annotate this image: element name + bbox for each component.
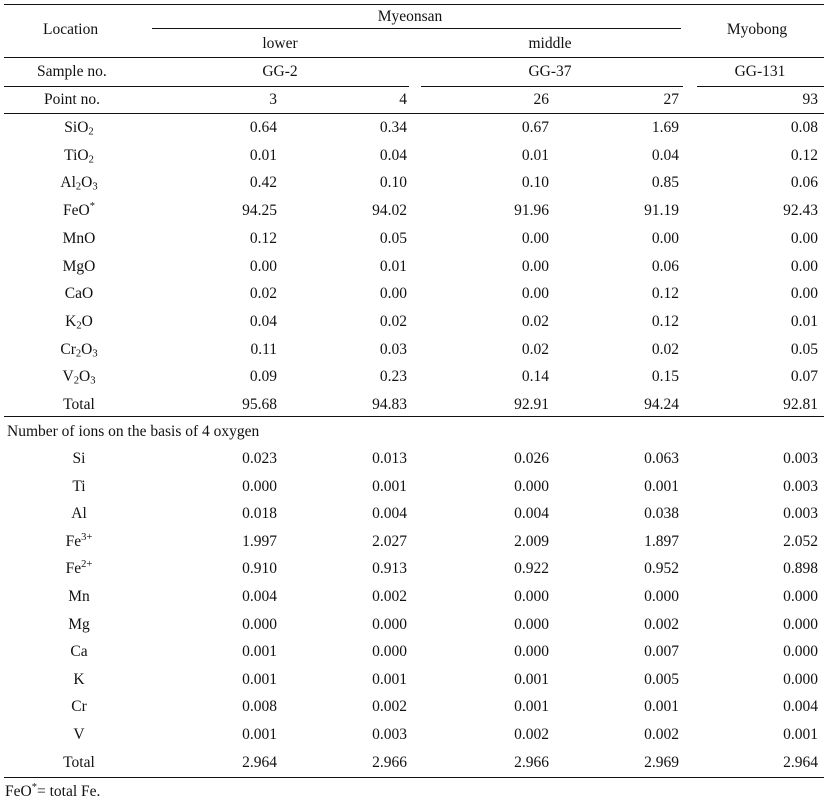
ions-caption: Number of ions on the basis of 4 oxygen	[7, 423, 260, 440]
ion-symbol: Fe	[65, 560, 82, 578]
ion-value: 0.002	[644, 726, 679, 743]
ion-value: 0.004	[242, 588, 277, 605]
ion-label	[20, 534, 138, 550]
ion-value: 0.001	[372, 477, 407, 495]
ion-label	[20, 451, 138, 467]
ion-value: 0.003	[783, 450, 818, 467]
myeonsan-span-rule	[152, 28, 681, 29]
oxide-value: 0.00	[379, 285, 407, 303]
oxide-value: 0.11	[250, 340, 277, 358]
sample-gg37: GG-37	[528, 63, 572, 80]
oxide-subscript: 2	[88, 154, 94, 166]
header-bottom-rule	[4, 113, 824, 114]
oxide-value: 94.24	[644, 396, 679, 413]
footnote-symbol: FeO	[5, 783, 32, 800]
oxide-value: 0.12	[651, 285, 679, 303]
ion-value: 0.000	[644, 588, 679, 605]
oxide-value: 0.14	[521, 368, 549, 386]
oxide-value: 0.01	[379, 257, 407, 275]
oxide-value: 0.67	[521, 119, 549, 136]
ion-value: 0.000	[242, 615, 277, 633]
table-bottom-rule	[4, 777, 824, 778]
ion-value: 0.910	[242, 560, 277, 578]
sample-rule-middle	[421, 86, 683, 87]
oxide-value: 0.85	[651, 174, 679, 192]
ion-value: 0.898	[783, 560, 818, 578]
oxide-value: 91.19	[644, 202, 679, 220]
oxide-value: 0.64	[249, 119, 277, 136]
ion-label	[20, 479, 138, 495]
oxide-value: 92.91	[514, 396, 549, 413]
ion-value: 0.005	[644, 670, 679, 688]
lower-subheader: lower	[262, 35, 298, 52]
oxide-label	[20, 314, 138, 330]
oxide-label	[20, 203, 138, 219]
oxide-formula: Al	[60, 174, 76, 192]
oxide-value: 0.00	[651, 229, 679, 247]
oxide-value: 0.02	[379, 312, 407, 330]
oxide-value: 94.83	[372, 396, 407, 413]
oxide-value: 0.00	[790, 285, 818, 303]
ion-value: 0.000	[514, 643, 549, 661]
oxide-value: 0.06	[651, 257, 679, 275]
ion-value: 2.964	[242, 753, 277, 771]
ion-value: 0.026	[514, 450, 549, 467]
oxide-formula: CaO	[64, 285, 94, 303]
oxide-value: 0.00	[790, 229, 818, 247]
oxide-value: 0.02	[249, 285, 277, 303]
oxide-label	[20, 369, 138, 385]
oxide-label	[20, 286, 138, 302]
oxide-formula: MgO	[62, 257, 96, 275]
point-93: 93	[802, 91, 818, 108]
ion-symbol: Si	[72, 450, 86, 467]
oxide-value: 0.00	[521, 285, 549, 303]
ion-label	[20, 589, 138, 605]
oxide-subscript: 3	[92, 182, 98, 194]
ion-value: 0.007	[644, 643, 679, 661]
ion-symbol: Mn	[68, 588, 90, 605]
oxide-value: 0.12	[249, 229, 277, 247]
footnote-star: *	[31, 782, 37, 794]
ion-symbol: V	[73, 726, 85, 743]
ion-value: 0.001	[644, 477, 679, 495]
oxide-value: 0.00	[249, 257, 277, 275]
oxide-value: 0.04	[249, 312, 277, 330]
oxide-formula: MnO	[62, 229, 96, 247]
oxide-label	[20, 259, 138, 275]
oxide-value: 0.09	[249, 368, 277, 386]
oxide-subscript: 2	[75, 182, 82, 194]
oxide-formula-tail: O	[81, 312, 93, 330]
ion-value: 0.001	[242, 643, 277, 661]
middle-subheader: middle	[528, 35, 572, 52]
ion-value: 0.000	[372, 615, 407, 633]
ion-symbol: Cr	[71, 698, 87, 716]
oxide-formula: V	[62, 368, 74, 386]
oxide-value: 94.02	[372, 202, 407, 220]
ion-value: 0.001	[783, 726, 818, 743]
ion-value: 0.000	[783, 588, 818, 605]
ion-value: 0.913	[372, 560, 407, 578]
ion-value: 0.038	[644, 505, 679, 523]
oxide-value: 0.23	[379, 368, 407, 386]
ion-label	[20, 617, 138, 633]
ion-label	[20, 644, 138, 660]
ion-label	[20, 672, 138, 688]
oxide-subscript: 2	[76, 320, 82, 332]
ion-value: 0.063	[644, 450, 679, 467]
oxide-label	[20, 231, 138, 247]
oxide-formula-tail: $O_3$	[81, 174, 98, 194]
ion-label	[20, 727, 138, 743]
ion-symbol: Fe	[65, 532, 82, 550]
oxide-formula: Cr	[60, 340, 76, 358]
ion-value: 2.009	[514, 532, 549, 550]
point-4: 4	[399, 91, 407, 108]
oxide-value: 0.00	[790, 257, 818, 275]
oxide-value: 92.43	[783, 202, 818, 220]
ion-value: 0.001	[372, 670, 407, 688]
ion-value: 1.997	[242, 532, 277, 550]
ion-value: 0.003	[783, 477, 818, 495]
point-3: 3	[269, 91, 277, 108]
oxide-value: 92.81	[783, 396, 818, 413]
point-label: Point no.	[44, 91, 100, 108]
sample-label: Sample no.	[37, 63, 107, 80]
oxide-value: 0.02	[521, 312, 549, 330]
oxide-value: 0.10	[521, 174, 549, 192]
oxide-subscript: 2	[88, 126, 94, 138]
ion-value: 0.000	[783, 615, 818, 633]
ion-charge: 3+	[81, 532, 93, 543]
ion-value: 0.952	[644, 560, 679, 578]
oxide-value: 0.10	[379, 174, 407, 192]
oxide-label	[20, 397, 138, 413]
myeonsan-header: Myeonsan	[377, 8, 443, 25]
ion-value: 0.001	[242, 670, 277, 688]
ion-value: 0.002	[372, 588, 407, 605]
oxide-value: 0.05	[379, 229, 407, 247]
oxide-formula-tail: $O_3$	[79, 368, 96, 387]
ion-value: 0.008	[242, 698, 277, 716]
sample-gg2: GG-2	[262, 63, 298, 80]
oxide-formula: SiO	[64, 119, 89, 136]
oxide-formula: K	[65, 312, 77, 330]
ion-symbol: Mg	[68, 615, 90, 633]
location-header: Location	[43, 21, 99, 38]
ion-value: 0.000	[783, 643, 818, 661]
ion-symbol: Total	[63, 753, 95, 771]
point-27: 27	[663, 91, 679, 108]
ion-value: 0.004	[514, 505, 549, 523]
sample-rule-left	[4, 86, 409, 87]
ion-value: 0.002	[644, 615, 679, 633]
oxide-value: 0.02	[651, 340, 679, 358]
sample-rule-right	[697, 86, 824, 87]
ion-value: 0.004	[372, 505, 407, 523]
footnote	[5, 784, 100, 800]
oxide-superscript: *	[89, 201, 95, 213]
ion-value: 2.964	[783, 753, 818, 771]
oxide-label	[20, 174, 138, 194]
ion-value: 0.000	[242, 477, 277, 495]
ion-label	[20, 561, 138, 577]
ion-value: 0.002	[514, 726, 549, 743]
footnote-text: = total Fe.	[36, 783, 101, 800]
oxide-subscript: 3	[92, 348, 98, 360]
oxide-label	[20, 120, 138, 136]
oxide-formula: FeO	[63, 202, 90, 220]
ion-value: 0.000	[514, 588, 549, 605]
oxide-value: 0.01	[790, 312, 818, 330]
ion-value: 0.001	[514, 670, 549, 688]
oxide-subscript: 2	[73, 375, 79, 387]
myobong-header: Myobong	[726, 21, 788, 38]
ion-value: 0.002	[372, 698, 407, 716]
ion-value: 0.000	[372, 643, 407, 661]
ion-symbol: K	[73, 670, 85, 688]
ion-label	[20, 699, 138, 715]
point-26: 26	[533, 91, 549, 108]
oxide-label	[20, 148, 138, 164]
sample-gg131: GG-131	[734, 63, 786, 80]
oxide-value: 0.12	[790, 146, 818, 164]
oxide-value: 0.04	[379, 146, 407, 164]
table-top-rule	[4, 4, 824, 5]
oxide-value: 91.96	[514, 202, 549, 220]
ion-symbol: Ca	[70, 643, 88, 661]
oxide-subscript: 2	[75, 348, 82, 360]
oxide-label	[20, 342, 138, 358]
ion-value: 0.000	[514, 615, 549, 633]
oxide-value: 0.00	[521, 257, 549, 275]
oxide-value: 0.08	[790, 119, 818, 136]
oxide-subscript: 3	[90, 375, 96, 387]
ion-value: 0.013	[372, 450, 407, 467]
oxide-value: 1.69	[651, 119, 679, 136]
ion-value: 2.052	[783, 532, 818, 550]
oxide-value: 0.00	[521, 229, 549, 247]
oxide-bottom-rule	[4, 416, 824, 417]
oxide-value: 0.01	[521, 146, 549, 164]
ion-value: 0.003	[783, 505, 818, 523]
oxide-value: 0.12	[651, 312, 679, 330]
oxide-value: 0.03	[379, 340, 407, 358]
ion-value: 0.018	[242, 505, 277, 523]
oxide-formula-tail: $O_3$	[81, 340, 98, 360]
oxide-value: 0.05	[790, 340, 818, 358]
ion-value: 0.001	[644, 698, 679, 716]
ion-value: 0.004	[783, 698, 818, 716]
ion-value: 2.969	[644, 753, 679, 771]
ion-symbol: Al	[71, 505, 87, 523]
ion-value: 0.000	[783, 670, 818, 688]
oxide-value: 94.25	[242, 202, 277, 220]
ion-value: 1.897	[644, 532, 679, 550]
oxide-value: 0.07	[790, 368, 818, 386]
oxide-value: 0.04	[651, 146, 679, 164]
oxide-value: 95.68	[242, 396, 277, 413]
ion-charge: 2+	[81, 559, 93, 571]
oxide-formula: Total	[63, 396, 95, 413]
ion-symbol: Ti	[72, 477, 86, 495]
ion-value: 0.001	[242, 726, 277, 743]
ion-value: 0.003	[372, 726, 407, 743]
oxide-value: 0.15	[651, 368, 679, 386]
oxide-value: 0.06	[790, 174, 818, 192]
ion-value: 2.027	[372, 532, 407, 550]
oxide-value: 0.34	[379, 119, 407, 136]
ion-value: 2.966	[372, 753, 407, 771]
oxide-formula: TiO	[64, 146, 89, 164]
ion-value: 0.000	[514, 477, 549, 495]
oxide-value: 0.01	[249, 146, 277, 164]
ion-value: 0.023	[242, 450, 277, 467]
ion-label	[20, 755, 138, 771]
header-rule-1	[4, 57, 824, 58]
ion-value: 0.001	[514, 698, 549, 716]
ion-value: 0.922	[514, 560, 549, 578]
ion-value: 2.966	[514, 753, 549, 771]
oxide-value: 0.02	[521, 340, 549, 358]
oxide-value: 0.42	[249, 174, 277, 192]
ion-label	[20, 506, 138, 522]
